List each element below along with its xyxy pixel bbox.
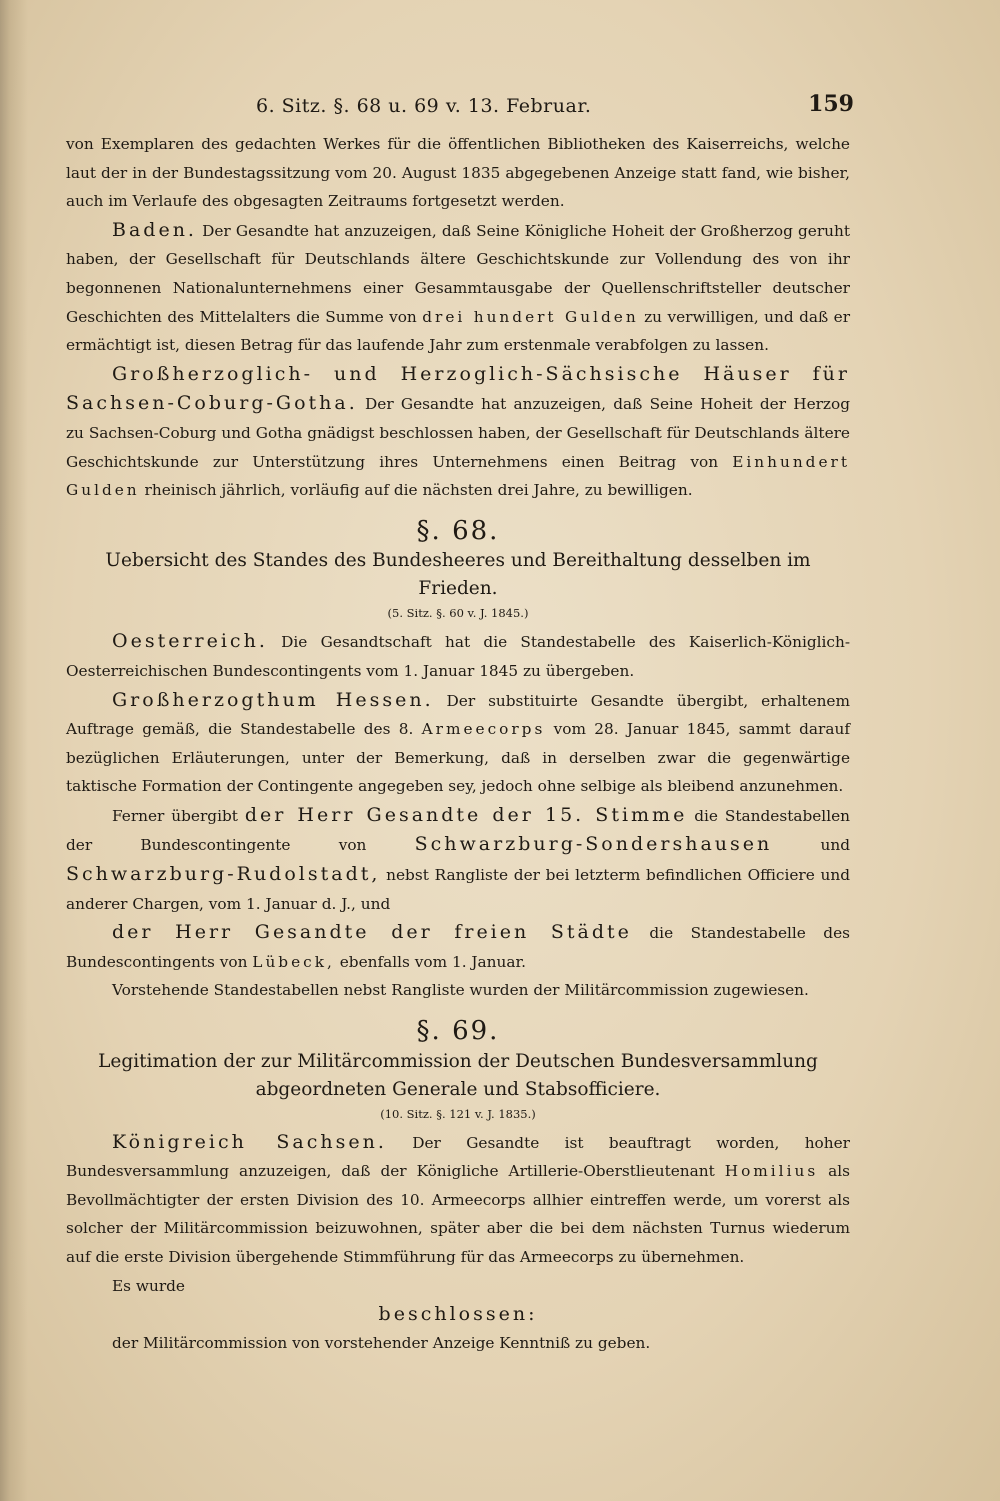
sachsen-text-b: als Bevollmächtigter der ersten Division des 10. Armeecorps allhier eintreffen werde, um vorerst als solcher der Militärcommission beizuwohnen, später aber die bei dem nächsten Turnus wiederum auf die erste Division übergehende Stimmführung für das Armeecorps zu übernehmen. (66, 1162, 850, 1266)
ferner-state-2: Schwarzburg-Rudolstadt, (66, 863, 381, 886)
section-68-number: §. 68. (416, 515, 500, 546)
ferner-text-d: nebst Rangliste der bei letzterm befindlichen Officiere und anderer Chargen, vom 1. Januar d. J., und (66, 866, 850, 913)
section-69-number: §. 69. (416, 1016, 500, 1047)
hessen-paragraph (66, 686, 850, 801)
oesterreich-paragraph (66, 627, 850, 685)
section-69-heading: Legitimation der zur Militärcommission der Deutschen Bundesversammlung abgeordneten Generale und Stabsofficiere. (98, 1050, 818, 1100)
baden-text-a: Der Gesandte hat anzuzeigen, daß Seine Königliche Hoheit der Großherzog geruht haben, der Gesellschaft für Deutschlands ältere Geschichtskunde zur Vollendung des von ihr begonnenen Nationalunternehmens einer Gesammtausgabe der Quellenschriftsteller deutscher Geschichten des Mittelalters die Summe von (66, 221, 850, 326)
sachsen-coburg-paragraph (66, 360, 850, 505)
section-69-reference: (10. Sitz. §. 121 v. J. 1835.) (380, 1106, 536, 1121)
freie-staedte-envoy: der Herr Gesandte der freien Städte (112, 921, 632, 944)
sachsen-text-a: Der Gesandte ist beauftragt worden, hoher Bundesversammlung anzuzeigen, daß der Königliche Artillerie-Oberstlieutenant (66, 1133, 850, 1181)
ferner-envoy: der Herr Gesandte der 15. Stimme (244, 803, 688, 826)
sachsen-coburg-name: Großherzoglich- und Herzoglich-Sächsische Häuser für Sachsen-Coburg-Gotha. (66, 362, 850, 415)
baden-text-b: zu verwilligen, und daß er ermächtigt ist, diesen Betrag für das laufende Jahr zum erstenmale verabfolgen zu lassen. (66, 307, 851, 355)
page-header (66, 91, 854, 130)
intro-paragraph (66, 130, 850, 216)
baden-paragraph (66, 216, 850, 360)
oesterreich-name: Oesterreich. (112, 630, 268, 653)
sachsen-coburg-text-a: Der Gesandte hat anzuzeigen, daß Seine Hoheit der Herzog zu Sachsen-Coburg und Gotha gnädigst beschlossen haben, der Gesellschaft für Deutschlands ältere Geschichtskunde zur Unterstützung ihres Unternehmens einen Beitrag von (66, 395, 850, 471)
hessen-text-b: vom 28. Januar 1845, sammt darauf bezüglichen Erläuterungen, unter der Bemerkung, daß in derselben zwar die gegenwärtige taktische Formation der Contingente angegeben sey, jedoch ohne selbige als bleibend anzunehmen. (66, 720, 850, 796)
ferner-text-a: Ferner übergibt (112, 806, 245, 825)
beschlossen: beschlossen: (378, 1303, 538, 1326)
es-wurde: Es wurde (112, 1276, 185, 1295)
ferner-state-1: Schwarzburg-Sondershausen (414, 833, 773, 856)
ferner-paragraph (66, 801, 850, 918)
officer-name: Homilius (724, 1162, 819, 1181)
ferner-text-c: und (772, 836, 850, 855)
baden-sum: drei hundert Gulden (422, 307, 639, 326)
ferner-text-b: die Standestabellen der Bundescontingente von (66, 806, 850, 855)
hessen-name: Großherzogthum Hessen. (112, 688, 434, 711)
freie-text-a: die Standestabelle des Bundescontingents von (66, 924, 851, 971)
oesterreich-text: Die Gesandtschaft hat die Standestabelle des Kaiserlich-Königlich-Oesterreichischen Bundescontingents vom 1. Januar 1845 zu übergeben. (66, 633, 850, 680)
freie-text-b: ebenfalls vom 1. Januar. (334, 952, 526, 971)
section-68-heading: Uebersicht des Standes des Bundesheeres und Bereithaltung desselben im Frieden. (105, 550, 811, 600)
section-68-reference: (5. Sitz. §. 60 v. J. 1845.) (387, 606, 529, 621)
koenigreich-sachsen-name: Königreich Sachsen. (112, 1130, 387, 1153)
section-68-closing: Vorstehende Standestabellen nebst Rangliste wurden der Militärcommission zugewiesen. (112, 981, 809, 1000)
baden-name: Baden. (112, 218, 197, 241)
sachsen-coburg-sum: Einhundert Gulden (66, 452, 850, 500)
hessen-corps: Armeecorps (421, 720, 546, 739)
hessen-text-a: Der substituirte Gesandte übergibt, erhaltenem Auftrage gemäß, die Standestabelle des 8. (66, 691, 850, 739)
intro-text: von Exemplaren des gedachten Werkes für die öffentlichen Bibliotheken des Kaiserreichs, welche laut der in der Bundestagssitzung vom 20. August 1835 abgegebenen Anzeige statt fand, wie bisher, auch im Verlaufe des obgesagten Zeitraums fortgesetzt werden. (66, 135, 850, 211)
koenigreich-sachsen-paragraph (66, 1128, 850, 1272)
page-number: 159 (808, 91, 854, 117)
running-title: 6. Sitz. §. 68 u. 69 v. 13. Februar. (256, 95, 592, 117)
resolution: der Militärcommission von vorstehender Anzeige Kenntniß zu geben. (112, 1333, 651, 1352)
page-content (66, 91, 854, 1357)
freie-staedte-paragraph (66, 918, 850, 976)
sachsen-coburg-text-b: rheinisch jährlich, vorläufig auf die nächsten drei Jahre, zu bewilligen. (139, 481, 693, 500)
freie-city: Lübeck, (252, 952, 335, 971)
